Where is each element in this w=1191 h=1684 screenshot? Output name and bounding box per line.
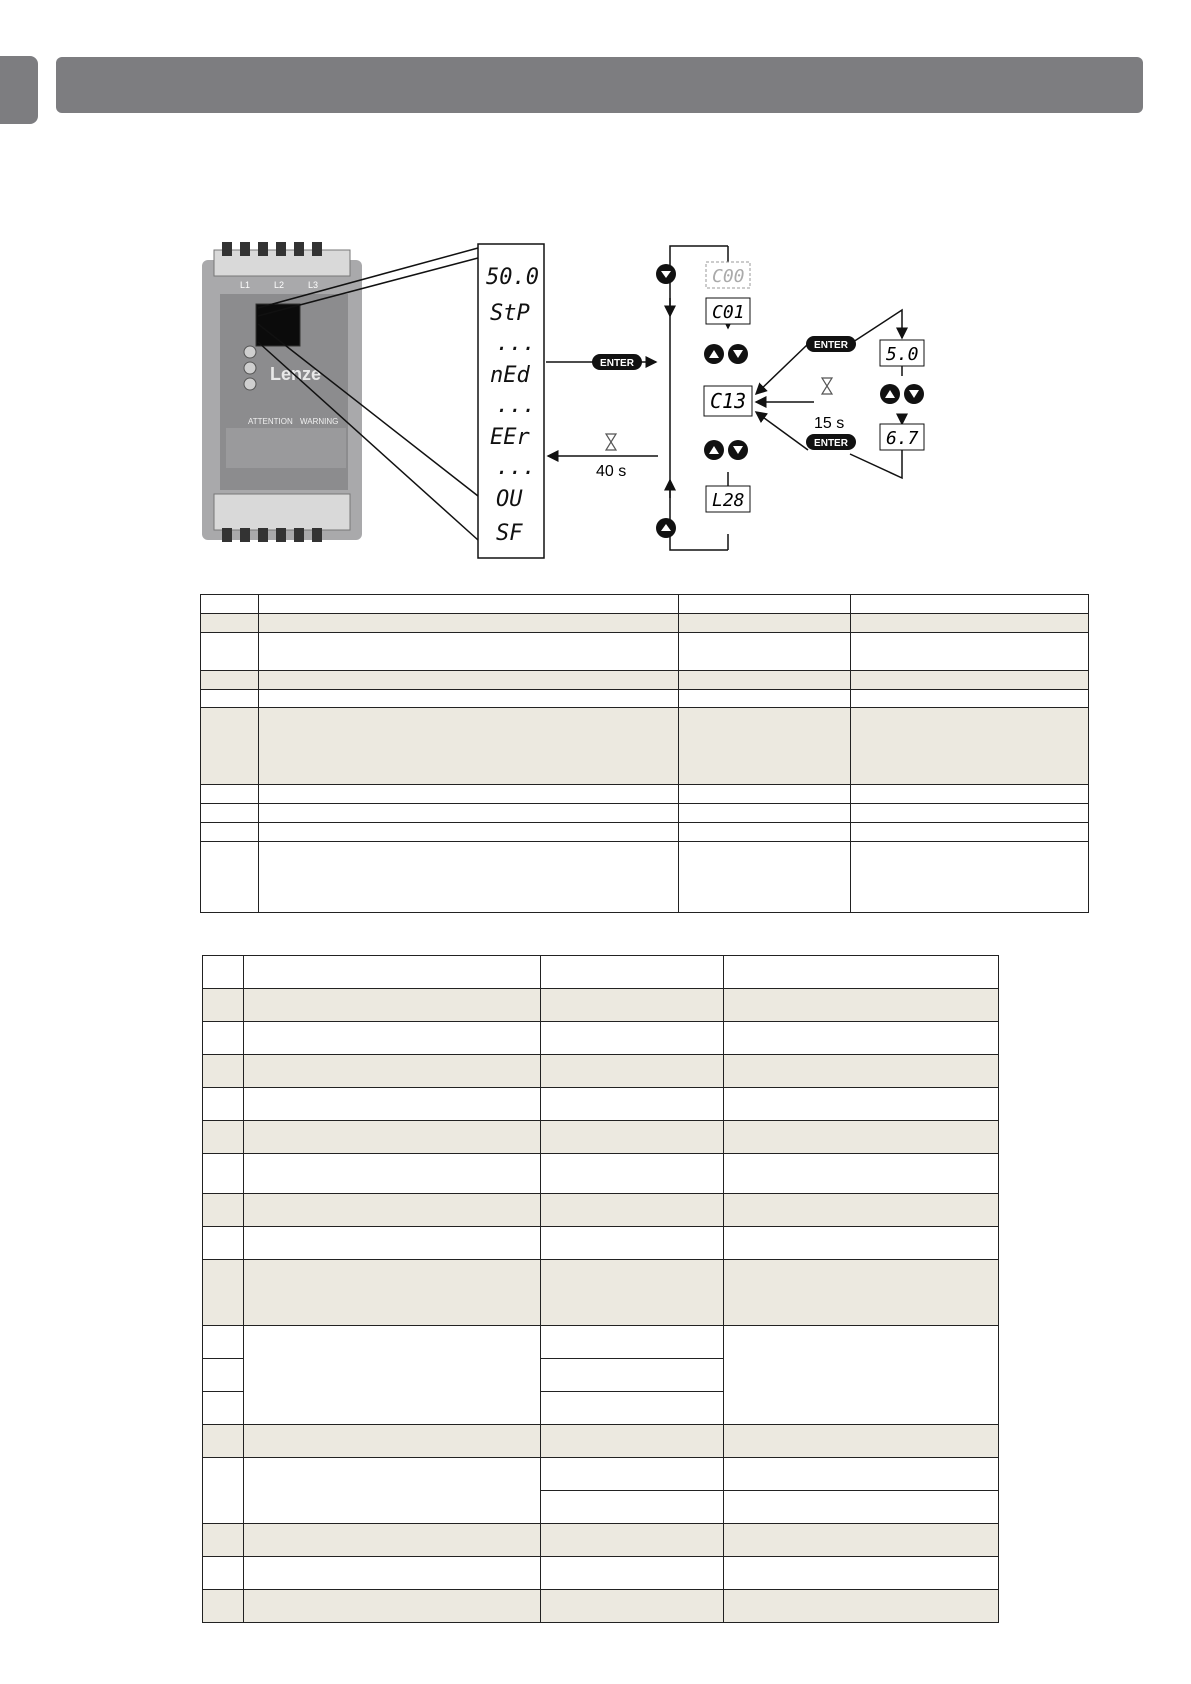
updown-keys-2 <box>704 440 748 460</box>
table-row <box>201 671 1089 690</box>
table-row <box>203 1055 999 1088</box>
hourglass-icon-2 <box>822 378 832 394</box>
value-6-7: 6.7 <box>886 428 919 449</box>
svg-text:ENTER: ENTER <box>814 340 848 351</box>
table-row <box>201 785 1089 804</box>
display-50-0: 50.0 <box>486 265 539 290</box>
table-1 <box>200 594 1089 913</box>
hourglass-icon <box>606 434 616 450</box>
warning-title: ATTENTION <box>248 417 293 426</box>
table-row <box>201 690 1089 708</box>
display-ou: OU <box>496 487 523 512</box>
table-row <box>201 595 1089 614</box>
table-row <box>201 708 1089 785</box>
table-row <box>203 1524 999 1557</box>
code-c01: C01 <box>712 302 745 323</box>
enter-key-3 <box>806 434 856 450</box>
table-row <box>203 1260 999 1326</box>
section-tab <box>0 56 38 124</box>
table-row <box>203 1326 999 1359</box>
display-eer: EEr <box>490 425 530 450</box>
table-row <box>203 956 999 989</box>
display-sf: SF <box>496 521 523 546</box>
table-row <box>203 1154 999 1194</box>
warning-title-2: WARNING <box>300 417 339 426</box>
table-row <box>203 1557 999 1590</box>
enter-key-1 <box>592 354 642 370</box>
table-row <box>203 1121 999 1154</box>
table-row <box>203 1590 999 1623</box>
table-row <box>203 1425 999 1458</box>
svg-text:ENTER: ENTER <box>814 438 848 449</box>
updown-keys-3 <box>880 384 924 404</box>
updown-keys-1 <box>704 344 748 364</box>
terminal-label-l3: L3 <box>308 280 319 290</box>
table-row <box>203 1227 999 1260</box>
code-c00: C00 <box>712 266 745 287</box>
code-c13: C13 <box>710 389 747 413</box>
table-row <box>201 823 1089 842</box>
table-row <box>201 614 1089 633</box>
timer-40s: 40 s <box>596 463 627 480</box>
keypad-flow-diagram <box>200 228 990 570</box>
display-ellipsis-1: ... <box>496 331 536 356</box>
drive-device-image <box>202 242 362 542</box>
display-ellipsis-2: ... <box>496 393 536 418</box>
table-row <box>201 842 1089 913</box>
header-bar <box>56 57 1143 113</box>
terminal-label-l1: L1 <box>240 280 251 290</box>
timer-15s: 15 s <box>814 415 845 432</box>
display-ned: nEd <box>490 363 530 388</box>
brand-logo: Lenze <box>270 364 322 384</box>
enter-key-2 <box>806 336 856 352</box>
code-l28: L28 <box>712 490 745 511</box>
table-row <box>201 633 1089 671</box>
table-2 <box>202 955 999 1623</box>
table-row <box>203 1022 999 1055</box>
svg-text:ENTER: ENTER <box>600 358 634 369</box>
table-row <box>203 1194 999 1227</box>
value-5-0: 5.0 <box>886 344 919 365</box>
terminal-label-l2: L2 <box>274 280 285 290</box>
display-stp: StP <box>490 301 530 326</box>
table-row <box>203 1088 999 1121</box>
table-row <box>203 1458 999 1491</box>
table-row <box>201 804 1089 823</box>
table-row <box>203 989 999 1022</box>
display-ellipsis-3: ... <box>496 455 536 480</box>
